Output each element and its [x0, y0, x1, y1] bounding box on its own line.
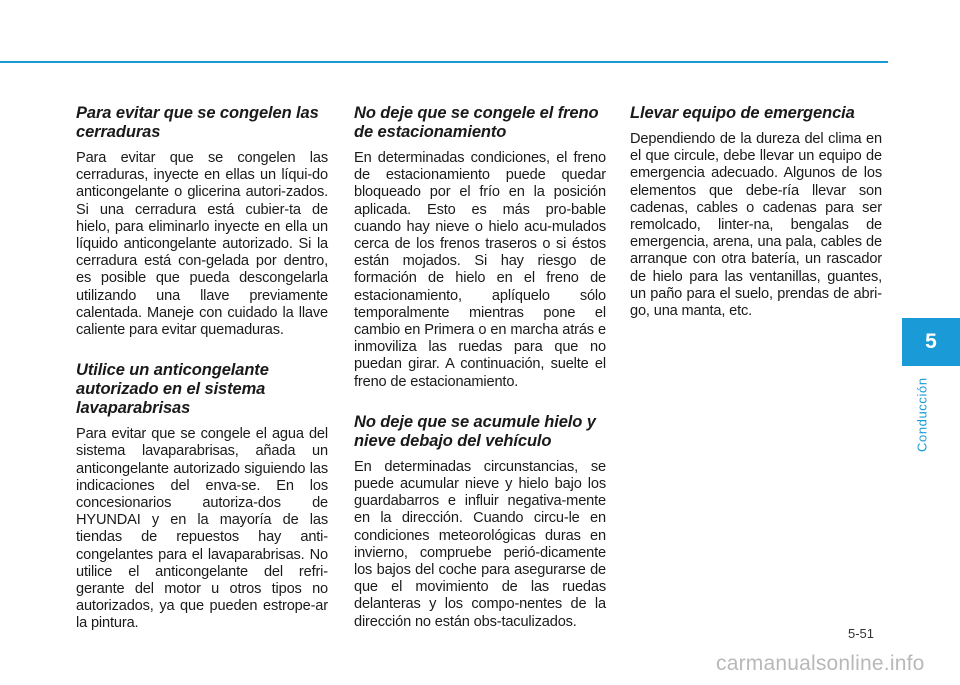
- section-body: En determinadas condiciones, el freno de estacionamiento puede quedar bloqueado por el frío en la posición aplicada. Esto es más pro-bable cuando hay nieve o hielo acu-mulados cerca de los frenos traseros o si éstos están mojados. Si hay riesgo de formación de hielo en el freno de estacionamiento, aplíquelo sólo temporalmente mientras pone el cambio en Primera o en marcha atrás e inmoviliza las ruedas para que no puedan girar. A continuación, suelte el freno de estacionamiento.: [354, 150, 606, 390]
- section-heading: No deje que se congele el freno de estacionamiento: [354, 104, 599, 141]
- section-washer-antifreeze: [76, 361, 328, 632]
- section-body: Para evitar que se congelen las cerraduras, inyecte en ellas un líqui-do anticongelante o glicerina autori-zados. Si una cerradura está cubier-ta de hielo, para eliminarlo inyecte en ella un líquido anticongelante autorizado. Si la cerradura está con-gelada por dentro, es posible que pueda descongelarla utilizando una llave previamente calentada. Maneje con cuidado la llave caliente para evitar quemaduras.: [76, 150, 328, 339]
- chapter-number-tab: 5: [902, 318, 960, 366]
- section-parking-brake: [354, 104, 606, 391]
- section-body: En determinadas circunstancias, se puede acumular nieve y hielo bajo los guardabarros e influir negativa-mente en la dirección. Cuando circu-le en condiciones meteorológicas duras en invierno, compruebe perió-dicamente los bajos del coche para asegurarse de que el movimiento de las ruedas delanteras y los compo-nentes de la dirección no están obs-taculizados.: [354, 458, 606, 630]
- section-heading: Para evitar que se congelen las cerraduras: [76, 104, 319, 141]
- section-heading: Utilice un anticongelante autorizado en el sistema lavaparabrisas: [76, 361, 269, 418]
- section-heading: Llevar equipo de emergencia: [630, 104, 855, 122]
- column-middle: [354, 104, 606, 653]
- section-emergency-equipment: [630, 104, 882, 320]
- page-number: 5-51: [848, 626, 875, 641]
- watermark: carmanualsonline.info: [716, 652, 925, 675]
- section-body: Para evitar que se congele el agua del sistema lavaparabrisas, añada un anticongelante autorizado siguiendo las indicaciones del enva-se. En los concesionarios autoriza-dos de HYUNDAI y en la mayoría de las tiendas de repuestos hay anti-congelantes para el lavaparabrisas. No utilice el anticongelante del refri-gerante del motor u otros tipos no autorizados, ya que pueden estrope-ar la pintura.: [76, 426, 328, 632]
- section-heading: No deje que se acumule hielo y nieve debajo del vehículo: [354, 412, 596, 450]
- section-locks: [76, 104, 328, 339]
- section-body: Dependiendo de la dureza del clima en el que circule, debe llevar un equipo de emergencia adecuado. Algunos de los elementos que debe-ría llevar son cadenas, cables o cadenas para ser remolcado, linter-na, bengalas de emergencia, arena, una pala, cables de arranque con otra batería, un rascador de hielo para las ventanillas, guantes, un paño para el suelo, prendas de abri-go, una manta, etc.: [630, 131, 882, 320]
- header-rule: [0, 61, 888, 63]
- section-ice-under-vehicle: [354, 413, 606, 631]
- column-right: [630, 104, 882, 342]
- chapter-title: Conducción: [914, 377, 930, 453]
- column-left: [76, 104, 328, 655]
